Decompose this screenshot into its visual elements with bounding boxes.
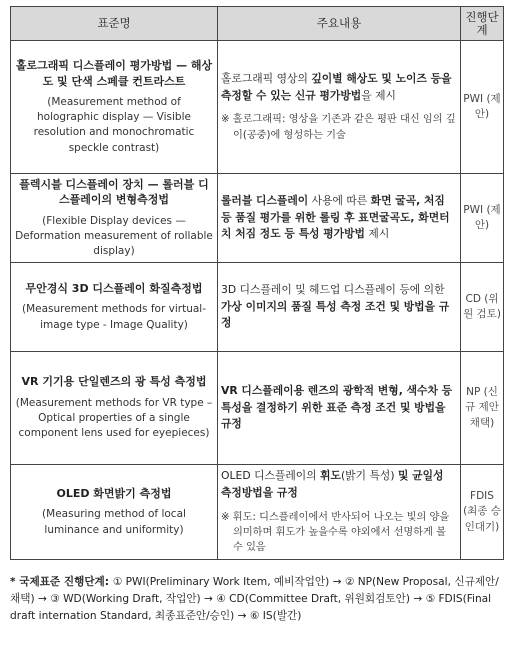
content-text-bold: VR 디스플레이용 렌즈의 광학적 변형, 색수차 등 특성을 결정하기 위한 표준 측정 조건 및 방법을 규정 [221, 383, 453, 431]
standard-name-korean: 홀로그래픽 디스플레이 평가방법 — 해상도 및 단색 스페클 컨트라스트 [15, 59, 213, 88]
content-text-plain: 제시 [364, 227, 390, 241]
stage-cell: PWI (제안) [461, 174, 504, 263]
standard-name-korean: 플렉시블 디스플레이 장치 — 롤러블 디스플레이의 변형측정법 [19, 177, 209, 207]
header-main-content: 주요내용 [218, 7, 461, 41]
standard-name-cell [11, 263, 218, 352]
standard-name-cell [11, 465, 218, 560]
content-text-plain: OLED 디스플레이의 [221, 469, 321, 483]
content-note: ※ 휘도: 디스플레이에서 반사되어 나오는 빛의 양을 의미하며 휘도가 높을수록 야외에서 선명하게 볼 수 있음 [221, 511, 450, 554]
main-content-cell [218, 465, 461, 560]
table-header-row [11, 7, 504, 41]
table-row [11, 263, 504, 352]
standard-name-cell [11, 41, 218, 174]
standard-name-korean: 무안경식 3D 디스플레이 화질측정법 [25, 282, 203, 296]
content-text [221, 193, 457, 243]
content-text-plain: 을 제시 [361, 88, 396, 102]
stage-footnote [10, 574, 506, 625]
standard-name-korean: OLED 화면밝기 측정법 [56, 487, 172, 501]
table-row [11, 352, 504, 465]
standard-name-english: (Measurement methods for VR type – Optical properties of a single component lens used for eyepieces) [15, 396, 213, 440]
main-content-cell [218, 174, 461, 263]
standard-name-english: (Flexible Display devices — Deformation measurement of rollable display) [15, 214, 213, 257]
content-text-plain: 홀로그래픽 영상의 [221, 71, 312, 85]
content-text-plain: (밝기 특성) [340, 469, 398, 483]
standard-name-korean: VR 기기용 단일렌즈의 광 특성 측정법 [21, 375, 207, 389]
standard-name-english: (Measuring method of local luminance and uniformity) [42, 508, 186, 536]
content-text [221, 468, 457, 501]
content-note: ※ 홀로그래픽: 영상을 기존과 같은 평판 대신 임의 깊이(공중)에 형성하는 기술 [221, 114, 456, 141]
content-text-bold: 가상 이미지의 품질 특성 측정 조건 및 방법을 규정 [221, 299, 450, 330]
header-progress-stage: 진행단계 [461, 7, 504, 41]
stage-cell: PWI (제안) [461, 41, 504, 174]
table-row [11, 174, 504, 263]
header-standard-name: 표준명 [11, 7, 218, 41]
content-text [221, 71, 457, 104]
stage-cell: NP (신규 제안 채택) [461, 352, 504, 465]
content-text-bold: 및 균일성 측정방법을 규정 [221, 469, 444, 500]
content-text-plain: 3D 디스플레이 및 헤드업 디스플레이 등에 의한 [221, 282, 445, 296]
content-text-plain: 사용에 따른 [308, 193, 371, 207]
standard-name-cell [11, 174, 218, 263]
footnote-lead: * 국제표준 진행단계: [10, 576, 113, 588]
standard-name-cell [11, 352, 218, 465]
standard-name-english: (Measurement method of holographic display — Visible resolution and monochromatic speckle contrast) [33, 95, 195, 154]
content-text [221, 282, 457, 332]
content-text-bold: 롤러블 디스플레이 [221, 193, 309, 207]
content-text-bold: 화면 굴곡, 처짐 등 품질 평가를 위한 롤링 후 표면굴곡도, 화면터치 처짐 정도 등 특성 평가방법 [221, 193, 450, 241]
footnote-text: ① PWI(Preliminary Work Item, 예비작업안) → ② NP(New Proposal, 신규제안/채택) → ③ WD(Working Draft, 작업안) → ④ CD(Committee Draft, 위원회검토안) → ⑤ FDIS(Final draft internation Standard, 최종표준안/승인) → ⑥ IS(발간) [10, 576, 499, 622]
main-content-cell [218, 41, 461, 174]
stage-cell: FDIS (최종 승인대기) [461, 465, 504, 560]
content-text-bold: 휘도 [320, 469, 341, 483]
stage-cell: CD (위원 검토) [461, 263, 504, 352]
table-row [11, 465, 504, 560]
main-content-cell [218, 263, 461, 352]
standard-name-english: (Measurement methods for virtual-image type - Image Quality) [21, 303, 206, 331]
content-text-bold: 깊이별 해상도 및 노이즈 등을 측정할 수 있는 신규 평가방법 [221, 71, 452, 102]
main-content-cell [218, 352, 461, 465]
table-row [11, 41, 504, 174]
content-text [221, 383, 457, 433]
standards-table [10, 6, 504, 560]
